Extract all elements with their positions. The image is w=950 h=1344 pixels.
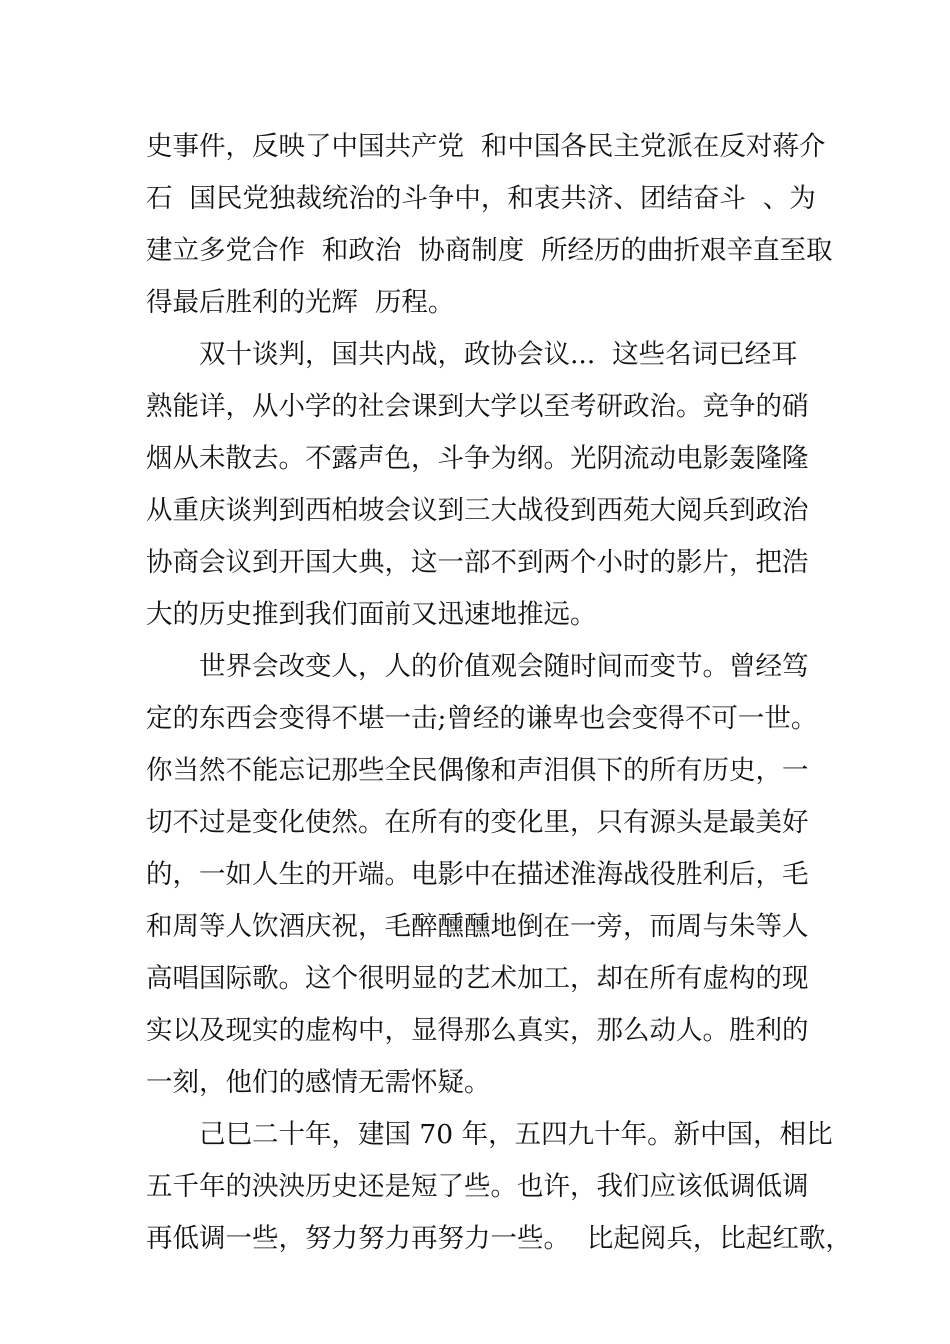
text-line: 切不过是变化使然。在所有的变化里，只有源头是最美好 (146, 807, 809, 838)
text-line: 和周等人饮酒庆祝，毛醉醺醺地倒在一旁，而周与朱等人 (146, 911, 809, 942)
text-line: 石 国民党独裁统治的斗争中，和衷共济、团结奋斗 、为 (146, 183, 816, 214)
text-line: 你当然不能忘记那些全民偶像和声泪俱下的所有历史，一 (146, 755, 809, 786)
text-line: 得最后胜利的光辉 历程。 (146, 287, 455, 318)
text-line: 熟能详，从小学的社会课到大学以至考研政治。竞争的硝 (146, 391, 809, 422)
text-line: 协商会议到开国大典，这一部不到两个小时的影片，把浩 (146, 547, 809, 578)
text-line: 己巳二十年，建国 70 年，五四九十年。新中国，相比 (199, 1119, 833, 1150)
text-line: 五千年的泱泱历史还是短了些。也许，我们应该低调低调 (146, 1171, 809, 1202)
paragraph-4 (146, 1109, 852, 1265)
text-line: 从重庆谈判到西柏坡会议到三大战役到西苑大阅兵到政治 (146, 495, 809, 526)
text-line: 世界会改变人，人的价值观会随时间而变节。曾经笃 (199, 651, 809, 682)
text-line: 再低调一些，努力努力再努力一些。 比起阅兵，比起红歌， (146, 1223, 852, 1254)
text-line: 史事件，反映了中国共产党 和中国各民主党派在反对蒋介 (146, 131, 826, 162)
text-line: 实以及现实的虚构中，显得那么真实，那么动人。胜利的 (146, 1015, 809, 1046)
text-line: 烟从未散去。不露声色，斗争为纲。光阴流动电影轰隆隆 (146, 443, 809, 474)
text-line: 建立多党合作 和政治 协商制度 所经历的曲折艰辛直至取 (146, 235, 833, 266)
document-body (146, 121, 852, 1265)
text-line: 定的东西会变得不堪一击;曾经的谦卑也会变得不可一世。 (146, 703, 818, 734)
text-line: 双十谈判，国共内战，政协会议... 这些名词已经耳 (199, 339, 798, 370)
text-line: 大的历史推到我们面前又迅速地推远。 (146, 599, 597, 630)
text-line: 高唱国际歌。这个很明显的艺术加工，却在所有虚构的现 (146, 963, 809, 994)
paragraph-3 (146, 641, 816, 1109)
text-line: 一刻，他们的感情无需怀疑。 (146, 1067, 491, 1098)
text-line: 的，一如人生的开端。电影中在描述淮海战役胜利后，毛 (146, 859, 809, 890)
paragraph-1 (146, 121, 833, 329)
paragraph-2 (146, 329, 816, 641)
